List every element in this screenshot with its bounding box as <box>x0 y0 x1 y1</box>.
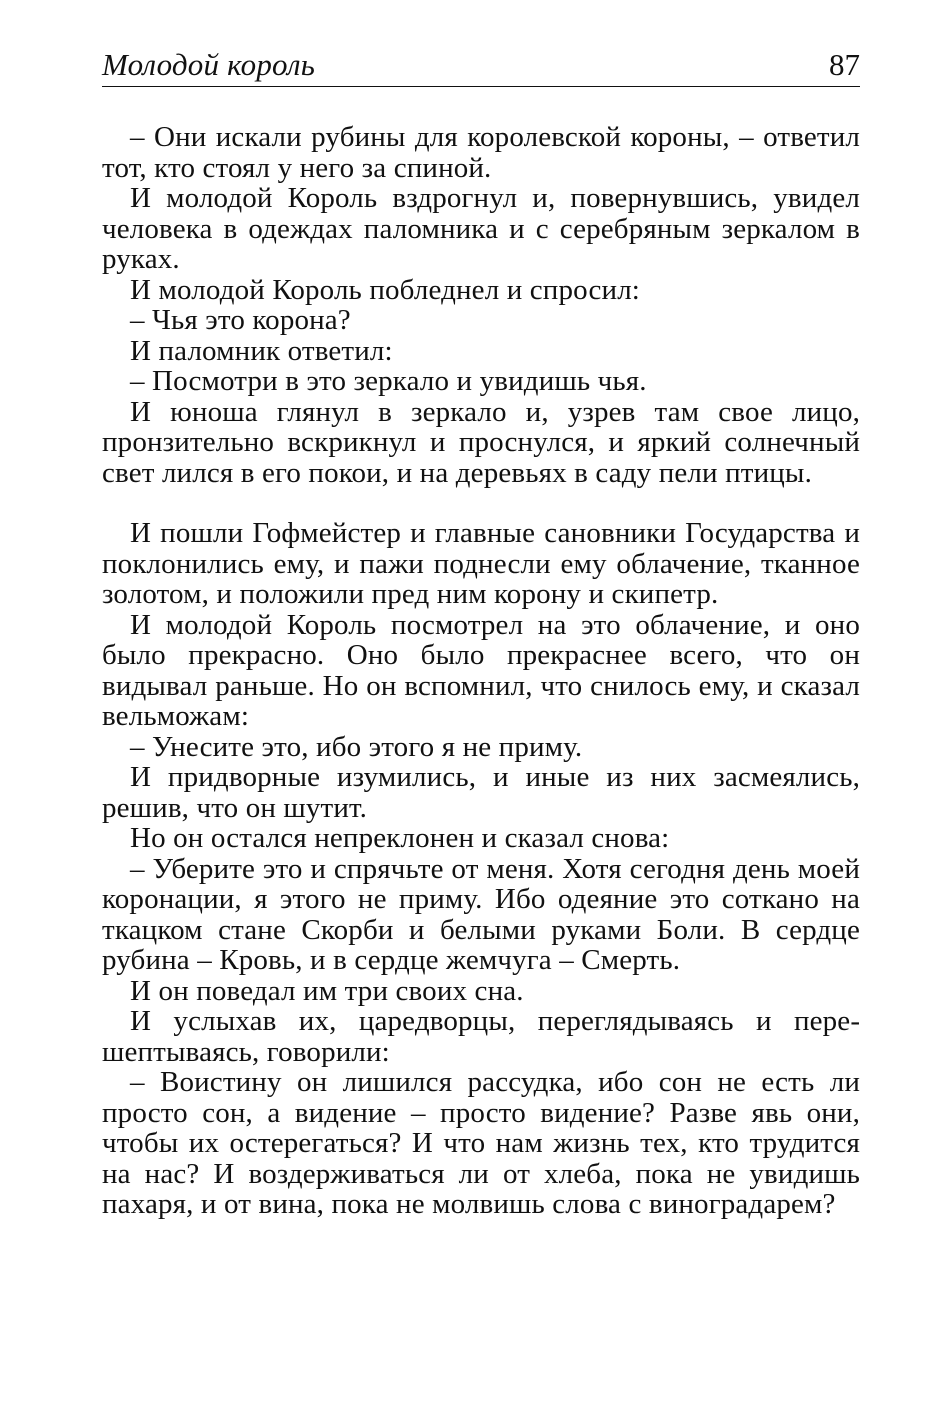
paragraph: И пошли Гофмейстер и главные сановники Государства и поклонились ему, и пажи поднесли ему облачение, тканное золотом, и положили пред ним корону и скипетр. <box>102 517 860 610</box>
paragraph: И молодой Король посмотрел на это облачение, и оно было прекрасно. Оно было прекраснее всего, что он видывал раньше. Но он вспомнил, что снилось ему, и сказал вельможам: <box>102 608 860 732</box>
page-number: 87 <box>829 47 860 82</box>
paragraph: – Чья это корона? <box>130 304 351 336</box>
paragraph: И услыхав их, царедворцы, переглядываясь и перешептываясь, говорили: <box>102 1005 860 1068</box>
paragraph: – Они искали рубины для королевской короны, – ответил тот, кто стоял у него за спиной. <box>102 121 860 184</box>
paragraph: – Унесите это, ибо этого я не приму. <box>130 730 583 763</box>
paragraph: – Уберите это и спрячьте от меня. Хотя сегодня день моей коронации, я этого не приму. Ибо одеяние это соткано на ткацком стане Скорби и белыми руками Боли. В сердце рубина – Кровь, и в сердце жемчуга – Смерть. <box>102 852 860 976</box>
paragraph: И молодой Король вздрогнул и, повернувшись, увидел человека в одеждах паломника и с серебряным зеркалом в руках. <box>102 182 860 275</box>
paragraph: – Посмотри в это зеркало и увидишь чья. <box>130 365 647 397</box>
section-break <box>102 488 860 518</box>
running-title: Молодой король <box>102 47 316 82</box>
body-text <box>102 122 860 1220</box>
book-page <box>102 44 860 1220</box>
paragraph: И юноша глянул в зеркало и, узрев там свое лицо, пронзительно вскрикнул и проснулся, и яркий солнечный свет лился в его покои, и на деревьях в саду пели птицы. <box>102 395 860 489</box>
paragraph: И молодой Король побледнел и спросил: <box>130 273 641 306</box>
paragraph: И паломник ответил: <box>130 334 393 367</box>
paragraph: – Воистину он лишился рассудка, ибо сон не есть ли просто сон, а видение – просто видение? Разве явь они, чтобы их остерегаться? И что нам жизнь тех, кто трудится на нас? И воздерживаться ли от хлеба, пока не увидишь пахаря, и от вина, пока не молвишь слова с виноградарем? <box>102 1066 860 1220</box>
paragraph: И он поведал им три своих сна. <box>130 974 524 1007</box>
running-header <box>102 44 860 87</box>
paragraph: И придворные изумились, и иные из них засмеялись, решив, что он шутит. <box>102 761 860 824</box>
paragraph: Но он остался непреклонен и сказал снова: <box>130 822 670 854</box>
